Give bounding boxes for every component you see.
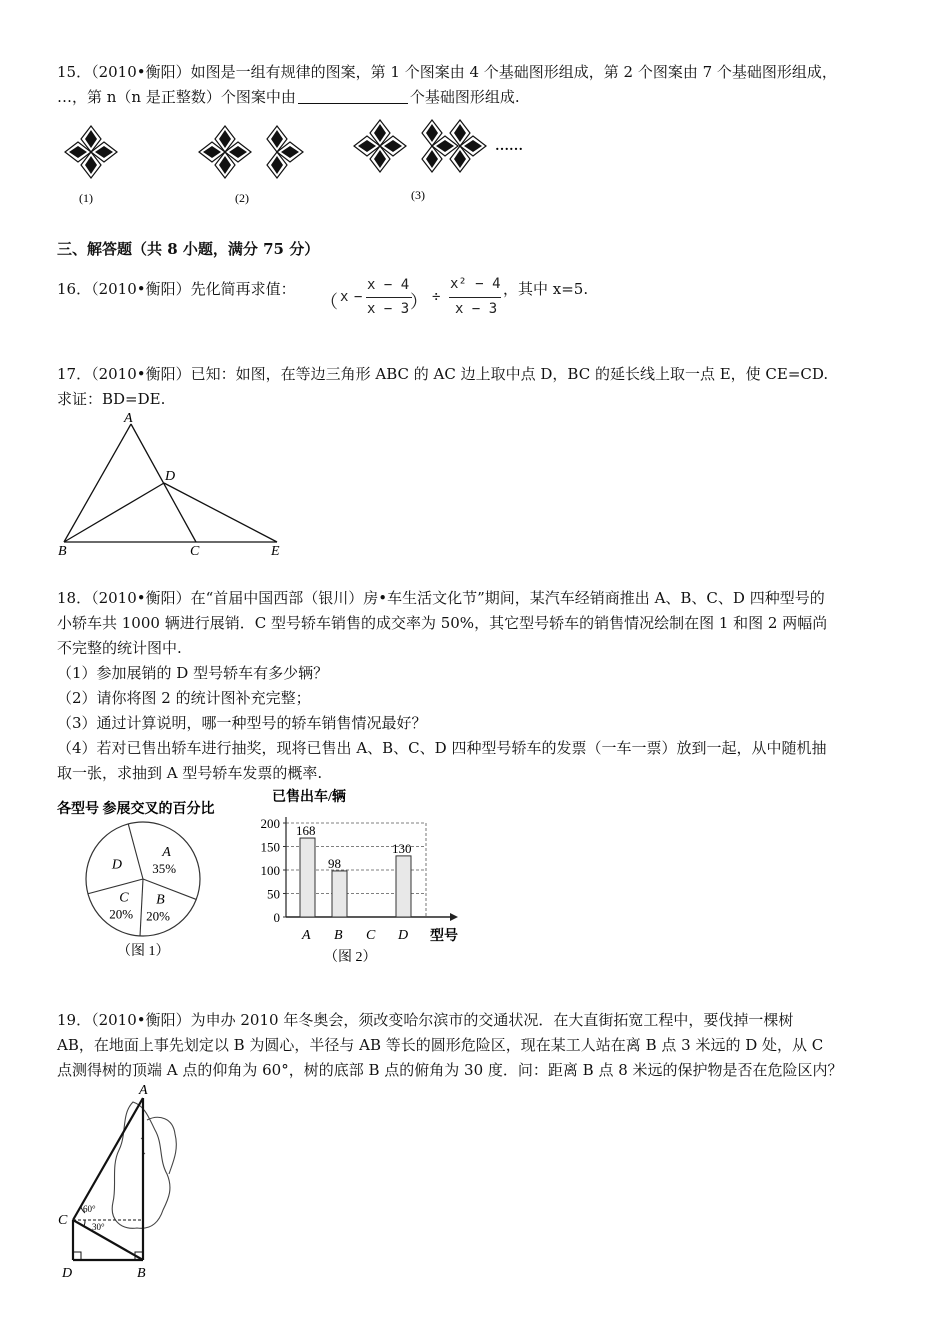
question-19 (57, 1008, 902, 1083)
pie-slice-b (143, 879, 196, 899)
expr-x: x (340, 289, 349, 305)
q18-line2: 小轿车共 1000 辆进行展销．C 型号轿车销售的成交率为 50%，其它型号轿车的销售情况绘制在图 1 和图 2 两幅尚 (57, 614, 828, 632)
bar-title: 已售出车/辆 (272, 790, 346, 805)
q15-pattern-figure (55, 112, 535, 212)
bar-caption: （图 2） (324, 950, 377, 965)
pie-slice-a (128, 824, 143, 879)
q15-line1: 15．（2010•衡阳）如图是一组有规律的图案，第 1 个图案由 4 个基础图形组成，第 2 个图案由 7 个基础图形组成， (57, 63, 837, 81)
tree-label-d: D (62, 1266, 73, 1281)
q18-line3: 不完整的统计图中. (57, 639, 182, 657)
bar-b (332, 871, 347, 917)
expr-lparen: （ (320, 292, 338, 313)
pie-percent-b: 20% (146, 908, 170, 924)
point-label-b: B (58, 544, 67, 559)
pattern-1 (65, 126, 117, 178)
q19-line1: 19．（2010•衡阳）为申办 2010 年冬奥会，须改变哈尔滨市的交通状况．在大直街拓宽工程中，要伐掉一棵树 (57, 1011, 794, 1029)
x-category-a: A (302, 928, 311, 943)
point-label-d: D (165, 469, 176, 484)
pattern-ellipsis: …… (495, 139, 523, 154)
q16-tail: ，其中 x=5. (503, 280, 589, 298)
q19-line2: AB，在地面上事先划定以 B 为圆心，半径与 AB 等长的圆形危险区，现在某工人站在离 B 点 3 米远的 D 处，从 C (57, 1036, 824, 1054)
q18-sub1: （1）参加展销的 D 型号轿车有多少辆？ (57, 664, 329, 682)
bar-d (396, 856, 411, 917)
expr-num2: x² − 4 (450, 276, 501, 292)
bar-value-label-a: 168 (296, 823, 316, 839)
pie-label-c: C (119, 890, 129, 906)
tree-sketch (112, 1102, 176, 1228)
angle-label-60: 60° (83, 1204, 96, 1214)
bar-xlabel: 型号 (430, 929, 458, 944)
y-tick-label: 200 (260, 816, 280, 831)
x-axis-arrow (450, 913, 458, 921)
expr-div: ÷ (432, 289, 441, 305)
q15-line2 (57, 85, 902, 110)
y-tick-label: 100 (260, 863, 280, 878)
q17-triangle-figure (55, 408, 295, 558)
x-category-b: B (334, 928, 343, 943)
bar-value-label-b: 98 (328, 855, 341, 871)
expr-rparen: ） (410, 292, 428, 313)
question-18 (57, 586, 902, 786)
pie-label-d: D (111, 857, 122, 873)
q19-line3: 点测得树的顶端 A 点的仰角为 60°，树的底部 B 点的俯角为 30 度．问：距离 B 点 8 米远的保护物是否在危险区内？ (57, 1061, 843, 1079)
q18-sub4b: 取一张，求抽到 A 型号轿车发票的概率. (57, 764, 323, 782)
expr-den2: x − 3 (455, 301, 498, 317)
answer-blank (298, 87, 408, 104)
y-tick-label: 150 (260, 839, 280, 855)
q15-line2a: …，第 n（n 是正整数）个图案中由 (57, 88, 296, 106)
pie-label-a: A (162, 845, 171, 861)
q18-sub4a: （4）若对已售出轿车进行抽奖，现将已售出 A、B、C、D 四种型号轿车的发票（一车一票）放到一起，从中随机抽 (57, 739, 827, 757)
point-label-e: E (271, 544, 280, 559)
q17-line2: 求证：BD=DE. (57, 390, 166, 408)
expr-den1: x − 3 (367, 301, 410, 317)
q16-text: 16．（2010•衡阳）先化简再求值： (57, 280, 296, 298)
y-tick-label: 50 (267, 886, 280, 902)
q18-sub3: （3）通过计算说明，哪一种型号的轿车销售情况最好？ (57, 714, 427, 732)
tree-label-c: C (58, 1213, 68, 1228)
q18-line1: 18．（2010•衡阳）在“首届中国西部（银川）房•车生活文化节”期间，某汽车经销商推出 A、B、C、D 四种型号的 (57, 589, 825, 607)
pie-chart (55, 797, 255, 967)
q15-line2b: 个基础图形组成. (409, 88, 520, 106)
bar-chart (250, 785, 470, 965)
expr-minus: − (354, 289, 363, 305)
section-3-heading: 三、解答题（共 8 小题，满分 75 分） (57, 240, 320, 258)
pie-slice-d (88, 879, 143, 894)
bar-value-label-d: 130 (392, 840, 412, 856)
point-label-c: C (190, 544, 200, 559)
pattern-2 (199, 126, 303, 178)
pattern-label-3: (3) (411, 188, 425, 202)
pattern-3 (354, 120, 486, 172)
q19-tree-figure (55, 1080, 255, 1285)
pie-slice-c (140, 879, 143, 936)
tree-label-b: B (137, 1266, 146, 1281)
bar-a (300, 838, 315, 917)
question-17 (57, 362, 902, 412)
fraction-bar-2 (449, 297, 501, 298)
angle-label-30: 30° (92, 1222, 105, 1232)
q17-line1: 17．（2010•衡阳）已知：如图，在等边三角形 ABC 的 AC 边上取中点 D，BC 的延长线上取一点 E，使 CE=CD. (57, 365, 829, 383)
pie-title: 各型号 参展交叉的百分比 (57, 802, 215, 817)
fraction-bar-1 (366, 297, 412, 298)
pie-percent-c: 20% (109, 906, 134, 922)
question-15 (57, 60, 902, 110)
y-tick-label: 0 (273, 910, 280, 925)
pattern-label-1: (1) (79, 191, 93, 205)
pattern-label-2: (2) (235, 191, 249, 205)
tree-label-a: A (139, 1083, 148, 1098)
pie-percent-a: 35% (152, 861, 177, 877)
point-label-a: A (124, 411, 133, 426)
expr-num1: x − 4 (367, 277, 410, 293)
pie-caption: （图 1） (117, 944, 170, 959)
pie-label-b: B (156, 892, 165, 908)
x-category-d: D (398, 928, 409, 943)
q18-sub2: （2）请你将图 2 的统计图补充完整； (57, 689, 311, 707)
x-category-c: C (366, 928, 376, 943)
